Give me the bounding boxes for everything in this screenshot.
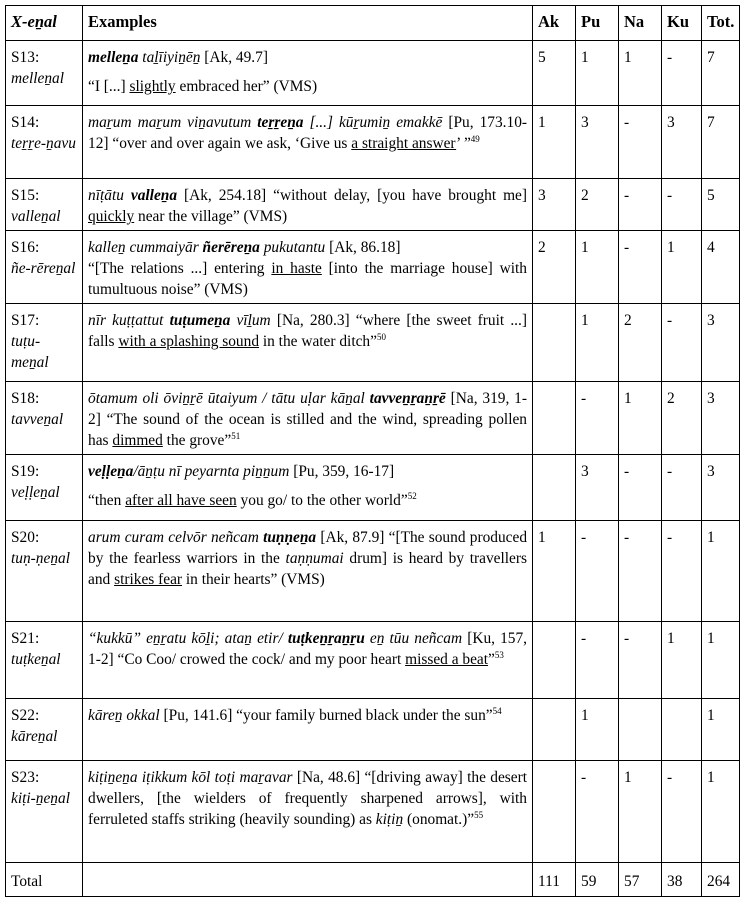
count-ak <box>533 761 576 863</box>
count-na: 2 <box>619 304 662 382</box>
table-row <box>6 41 740 106</box>
row-example: kāreṉ okkal [Pu, 141.6] “your family burned black under the sun”$^{54}$ <box>83 699 533 761</box>
table-row <box>6 304 740 382</box>
count-total: 3 <box>702 304 740 382</box>
table-row <box>6 761 740 863</box>
count-ku: 2 <box>662 382 702 455</box>
count-ak <box>533 699 576 761</box>
count-total: 7 <box>702 106 740 179</box>
row-label: S16: ñe-rēreṉal <box>6 231 83 304</box>
count-ak: 2 <box>533 231 576 304</box>
count-na: - <box>619 231 662 304</box>
count-na: 1 <box>619 761 662 863</box>
count-na: - <box>619 179 662 231</box>
count-total: 3 <box>702 382 740 455</box>
count-ak <box>533 382 576 455</box>
count-ku: - <box>662 761 702 863</box>
table-row <box>6 231 740 304</box>
count-pu: 3 <box>576 455 619 521</box>
row-example: ōtamum oli ōviṉṟē ūtaiyum / tātu uḷar kāṉal tavveṉṟaṉṟē [Na, 319, 1-2] “The sound of the ocean is stilled and the wind, spreading pollen has dimmed the grove”$^{51}$ <box>83 382 533 455</box>
header-ak: Ak <box>533 6 576 41</box>
header-row <box>6 6 740 41</box>
count-ku: - <box>662 455 702 521</box>
count-pu: 2 <box>576 179 619 231</box>
count-ak <box>533 304 576 382</box>
row-example: maṟum maṟum viṉavutum teṟṟeṉa [...] kūṟumiṉ emakkē [Pu, 173.10-12] “over and over again we ask, ‘Give us a straight answer’ ”$^{49}$ <box>83 106 533 179</box>
count-ak: 1 <box>533 521 576 622</box>
table-row <box>6 179 740 231</box>
count-pu: - <box>576 382 619 455</box>
table-row <box>6 382 740 455</box>
count-total: 1 <box>702 521 740 622</box>
row-label: S23: kiṭi-ṉeṉal <box>6 761 83 863</box>
header-xenal: X-eṉal <box>6 6 83 41</box>
count-ku: 3 <box>662 106 702 179</box>
table-row <box>6 699 740 761</box>
row-label: S14: teṟṟe-ṉavu <box>6 106 83 179</box>
table-row <box>6 521 740 622</box>
row-example: kalleṉ cummaiyār ñerēreṉa pukutantu [Ak, 86.18] “[The relations ...] entering in haste [into the marriage house] with tumultuous noise” (VMS) <box>83 231 533 304</box>
count-pu: - <box>576 521 619 622</box>
count-pu: - <box>576 622 619 699</box>
total-blank <box>83 863 533 897</box>
row-label: S21: tuṭkeṉal <box>6 622 83 699</box>
row-label: S13: melleṉal <box>6 41 83 106</box>
count-ku <box>662 699 702 761</box>
count-total: 1 <box>702 622 740 699</box>
row-label: S20: tuṇ-ṇeṉal <box>6 521 83 622</box>
count-pu: 1 <box>576 231 619 304</box>
count-na: 1 <box>619 41 662 106</box>
row-example: “kukkū” eṉṟatu kōḻi; ataṉ etir/ tuṭkeṉṟaṉṟu eṉ tūu neñcam [Ku, 157, 1-2] “Co Coo/ crowed the cock/ and my poor heart missed a beat”$^{53}$ <box>83 622 533 699</box>
count-na <box>619 699 662 761</box>
table-row <box>6 106 740 179</box>
count-na: - <box>619 106 662 179</box>
count-na: - <box>619 622 662 699</box>
count-ku: - <box>662 41 702 106</box>
row-example: nīṭātu valleṉa [Ak, 254.18] “without delay, [you have brought me] quickly near the village” (VMS) <box>83 179 533 231</box>
row-label: S19: veḷḷeṉal <box>6 455 83 521</box>
count-total: 4 <box>702 231 740 304</box>
total-tot: 264 <box>702 863 740 897</box>
count-ku: - <box>662 179 702 231</box>
header-na: Na <box>619 6 662 41</box>
count-ak: 3 <box>533 179 576 231</box>
count-pu: 3 <box>576 106 619 179</box>
count-ku: 1 <box>662 622 702 699</box>
count-ku: - <box>662 304 702 382</box>
header-total: Tot. <box>702 6 740 41</box>
count-na: - <box>619 455 662 521</box>
total-row <box>6 863 740 897</box>
count-na: 1 <box>619 382 662 455</box>
row-label: S18: tavveṉal <box>6 382 83 455</box>
count-total: 1 <box>702 761 740 863</box>
header-pu: Pu <box>576 6 619 41</box>
total-na: 57 <box>619 863 662 897</box>
row-example: veḷḷeṉa/āṉṭu nī peyarnta piṉṉum [Pu, 359, 16-17] “then after all have seen you go/ to the other world”$^{52}$ <box>83 455 533 521</box>
count-ak <box>533 622 576 699</box>
count-total: 7 <box>702 41 740 106</box>
row-label: S17: tuṭu-meṉal <box>6 304 83 382</box>
total-label: Total <box>6 863 83 897</box>
row-example: arum curam celvōr neñcam tuṇṇeṉa [Ak, 87.9] “[The sound produced by the fearless warriors in the taṇṇumai drum] is heard by travellers and strikes fear in their hearts” (VMS) <box>83 521 533 622</box>
total-pu: 59 <box>576 863 619 897</box>
count-pu: 1 <box>576 699 619 761</box>
count-ku: 1 <box>662 231 702 304</box>
header-examples: Examples <box>83 6 533 41</box>
count-total: 5 <box>702 179 740 231</box>
count-ak <box>533 455 576 521</box>
total-ku: 38 <box>662 863 702 897</box>
count-na: - <box>619 521 662 622</box>
total-ak: 111 <box>533 863 576 897</box>
count-pu: 1 <box>576 304 619 382</box>
row-example: kiṭiṉeṉa iṭikkum kōl toṭi maṟavar [Na, 48.6] “[driving away] the desert dwellers, [the wielders of frequently sharpened arrows], with ferruleted staffs striking (heavily sounding) as kiṭiṉ (onomat.)”$^{55}$ <box>83 761 533 863</box>
examples-table <box>5 5 740 897</box>
count-ak: 1 <box>533 106 576 179</box>
row-example: nīr kuṭṭattut tuṭumeṉa vīḻum [Na, 280.3] “where [the sweet fruit ...] falls with a splashing sound in the water ditch”$^{50}$ <box>83 304 533 382</box>
count-total: 1 <box>702 699 740 761</box>
row-example: melleṉa taḻīiyiṉēṉ [Ak, 49.7] “I [...] slightly embraced her” (VMS) <box>83 41 533 106</box>
count-ku: - <box>662 521 702 622</box>
count-pu: 1 <box>576 41 619 106</box>
count-total: 3 <box>702 455 740 521</box>
count-pu: - <box>576 761 619 863</box>
header-ku: Ku <box>662 6 702 41</box>
table-row <box>6 622 740 699</box>
row-label: S15: valleṉal <box>6 179 83 231</box>
count-ak: 5 <box>533 41 576 106</box>
row-label: S22: kāreṉal <box>6 699 83 761</box>
table-row <box>6 455 740 521</box>
